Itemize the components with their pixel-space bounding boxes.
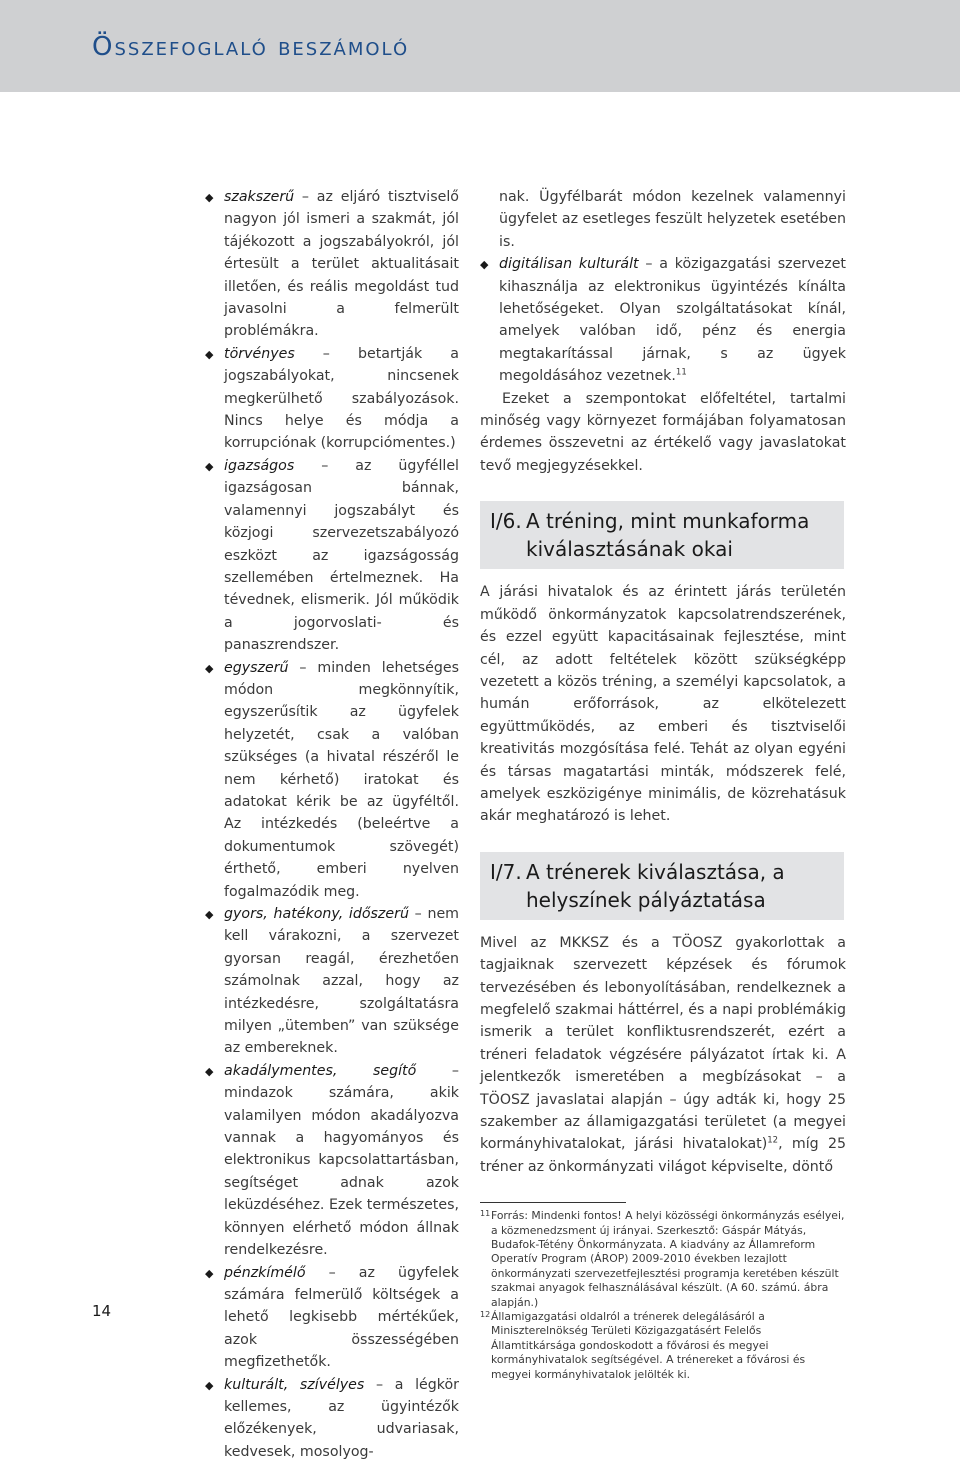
list-item	[205, 1374, 459, 1463]
list-item	[205, 1262, 459, 1374]
list-item	[205, 343, 459, 455]
list-item	[205, 455, 459, 657]
list-text: – az eljáró tisztviselő nagyon jól ismeri a szakmát, jól tájékozott a jogszabályokról, jól értesült a terület aktualitásait illetően, és reális megoldást tud javasolni a felmerült problémákra.	[224, 189, 459, 340]
list-text: – a közigazgatási szervezet kihasználja az elektronikus ügyintézés kínálta lehetőségeket. Olyan szolgáltatásokat kínál, amelyek valóban idő, pénz és energia megtakarítással járnak, s az ügyek megoldásához vezetnek.	[499, 256, 846, 385]
footnote-ref: 12	[767, 1135, 779, 1146]
diamond-bullet-icon: ◆	[205, 661, 214, 675]
list-item	[205, 657, 459, 903]
footnote-text: Államigazgatási oldalról a trénerek delegálásáról a Miniszterelnökség Területi Közigazgatásért Felelős Államtitkársága gondoskodott a fővárosi és megyei kormányhivatalok segítségével. A trénereket a fővárosi és megyei kormányhivatalok jelölték ki.	[491, 1310, 806, 1381]
diamond-bullet-icon: ◆	[205, 191, 214, 204]
list-text: – betartják a jogszabályokat, nincsenek megkerülhető szabályozások. Nincs helye és módja a korrupciónak (korrupciómentes.)	[224, 345, 459, 452]
list-text: – az ügyféllel igazságosan bánnak, valamennyi jogszabályt és közjogi szervezetszabályozó eszközt az igazságosság szellemében értelmeznek. Ha tévednek, elismerik. Jól működik a jogorvoslati- és panaszrendszer.	[224, 457, 459, 654]
page-title: Összefoglaló beszámoló	[92, 32, 410, 62]
paragraph-text: , míg 25 tréner az önkormányzati világot képviselte, döntő	[480, 1136, 846, 1175]
diamond-bullet-icon: ◆	[480, 258, 489, 272]
list-term: egyszerű	[224, 659, 289, 676]
diamond-bullet-icon: ◆	[205, 347, 214, 361]
list-term: gyors, hatékony, időszerű	[224, 906, 409, 922]
page-header-band	[0, 0, 960, 92]
list-item	[205, 1060, 459, 1262]
list-term: igazságos	[224, 457, 295, 474]
page-number: 14	[92, 1302, 112, 1320]
list-term: törvényes	[224, 345, 295, 362]
diamond-bullet-icon: ◆	[205, 1266, 214, 1280]
list-text: – minden lehetséges módon megkönnyítik, egyszerűsítik az ügyfelek helyzetét, csak a valóban szükséges (a hivatal részéről le nem kérhető) iratokat és adatokat kérik be az ügyféltől. Az intézkedés (beleértve a dokumentumok szövegét) érthető, emberi nyelven fogalmazódik meg.	[224, 659, 459, 900]
list-term: szakszerű	[224, 189, 295, 205]
footnote	[480, 1209, 846, 1310]
paragraph-text: Mivel az MKKSZ és a TÖOSZ gyakorlottak a tagjaiknak szervezett képzések és fórumok tervezésében és lebonyolításában, rendelkeznek a megfelelő szakmai háttérrel, és a napi problémákig ismerik a terület konfliktusrendszerét, ezért a tréneri feladatok végzésére pályázatot írtak ki. A jelentkezők ismeretében a megbízásokat – a TÖOSZ javaslatai alapján – úgy adták ki, hogy 25 szakember az államigazgatási területet (a megyei kormányhivatalokat, járási hivatalokat)	[480, 934, 846, 1153]
section-title: A tréning, mint munkaforma kiválasztásának okai	[526, 509, 810, 562]
section-heading	[480, 501, 844, 569]
list-term: pénzkímélő	[224, 1264, 306, 1281]
list-text: – mindazok számára, akik valamilyen módon akadályozva vannak a hagyományos és elektronikus kapcsolattartásban, segítséget adnak azok leküzdéséhez. Ezek természetes, könnyen elérhető módon állnak rendelkezésre.	[224, 1062, 459, 1259]
diamond-bullet-icon: ◆	[205, 459, 214, 473]
list-continuation: nak. Ügyfélbarát módon kezelnek valamennyi ügyfelet az esetleges feszült helyzetek esetében is.	[499, 189, 846, 250]
list-term: akadálymentes, segítő	[224, 1062, 417, 1079]
list-text: – nem kell várakozni, a szervezet gyorsan reagál, érezhetően számolnak azzal, hogy az intézkedésre, szolgáltatásra milyen „ütemben” van szüksége az embereknek.	[224, 906, 459, 1057]
list-item	[205, 186, 459, 343]
section-heading	[480, 852, 844, 920]
footnote-number: 11	[480, 1209, 491, 1219]
footnote	[480, 1310, 846, 1382]
footnote-ref: 11	[675, 367, 687, 378]
list-term: kulturált, szívélyes	[224, 1376, 365, 1393]
paragraph: A járási hivatalok és az érintett járás területén működő önkormányzatok kapcsolatrendszerének, és ezzel együtt kapacitásainak fejlesztése, mint cél, az adott feltételek között szükségképp vezetett a közös tréning, a személyi kapcsolatok, a humán erőforrások, az elkötelezett együttműködés, az emberi és tisztviselői kreativitás mozgósítása felé. Tehát az olyan egyéni és társas magatartási minták, módszerek felé, amelyek eszközigénye minimális, de közrehatásuk akár meghatározó is lehet.	[480, 584, 846, 825]
list-text: – az ügyfelek számára felmerülő költségek a lehető legkisebb mértékűek, azok összességében megfizethetők.	[224, 1264, 459, 1371]
section-number: I/6.	[490, 509, 522, 534]
right-column	[480, 186, 846, 1382]
list-term: digitálisan kulturált	[499, 256, 639, 273]
diamond-bullet-icon: ◆	[205, 1378, 214, 1392]
diamond-bullet-icon: ◆	[205, 1064, 214, 1078]
list-item	[205, 903, 459, 1060]
section-number: I/7.	[490, 859, 522, 884]
list-item	[480, 253, 846, 387]
left-column	[205, 186, 459, 1463]
footnote-text: Forrás: Mindenki fontos! A helyi közösségi önkormányzás esélyei, a közmenedzsment új irányai. Szerkesztő: Gáspár Mátyás, Budafok-Tétény Önkormányzata. A kiadvány az Államreform Operatív Program (ÁROP) 2009-2010 években lezajlott önkormányzati szervezetfejlesztési programja keretében készült szakmai anyagok felhasználásával készült. (A 60. számú. ábra alapján.)	[491, 1209, 845, 1309]
footnote-divider	[480, 1202, 626, 1203]
diamond-bullet-icon: ◆	[205, 908, 214, 921]
paragraph: Ezeket a szempontokat előfeltétel, tartalmi minőség vagy környezet formájában folyamatosan érdemes összevetni az értékelő vagy javaslatokat tevő megjegyzésekkel.	[480, 390, 846, 474]
footnote-number: 12	[480, 1310, 491, 1320]
list-text: – a légkör kellemes, az ügyintézők előzékenyek, udvariasak, kedvesek, mosolyog-	[224, 1376, 460, 1460]
section-title: A trénerek kiválasztása, a helyszínek pályáztatása	[526, 859, 785, 912]
paragraph	[480, 932, 846, 1178]
